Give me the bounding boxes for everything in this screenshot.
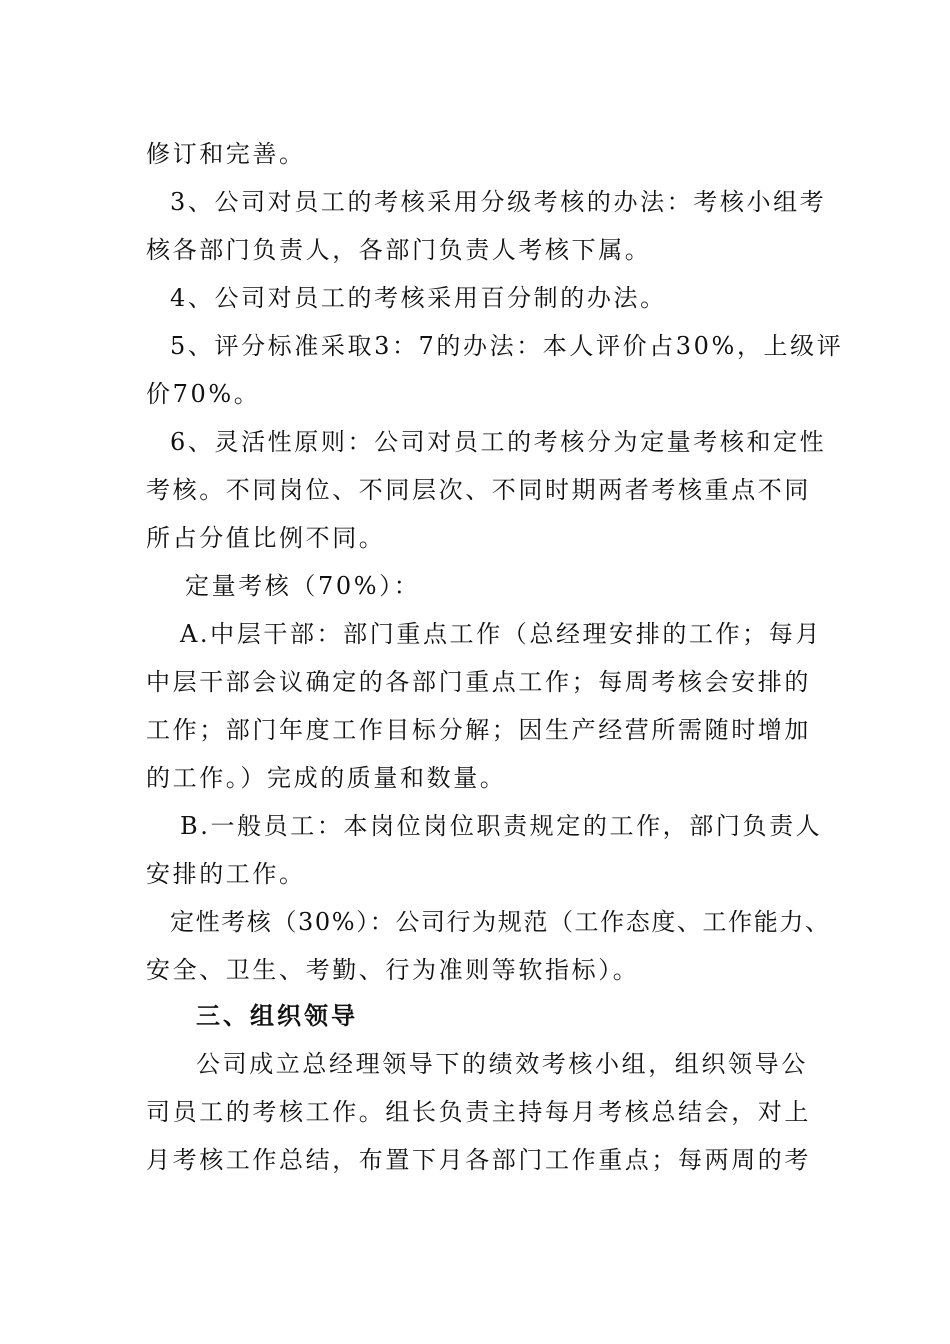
paragraph-line: 安全、卫生、考勤、行为准则等软指标）。: [146, 956, 640, 984]
paragraph-line: 安排的工作。: [146, 860, 306, 888]
paragraph-line: 核各部门负责人，各部门负责人考核下属。: [146, 236, 652, 264]
paragraph-line: 6、灵活性原则：公司对员工的考核分为定量考核和定性: [170, 428, 827, 456]
paragraph-line: 定性考核（30%）：公司行为规范（工作态度、工作能力、: [170, 908, 831, 936]
paragraph-line: 中层干部会议确定的各部门重点工作；每周考核会安排的: [146, 668, 811, 696]
paragraph-line: 修订和完善。: [146, 140, 306, 168]
paragraph-line: 价70%。: [146, 380, 261, 408]
paragraph-line: B.一般员工：本岗位岗位职责规定的工作，部门负责人: [180, 812, 823, 840]
paragraph-line: 5、评分标准采取3：7的办法：本人评价占30%，上级评: [170, 332, 844, 360]
subheading-quantitative: 定量考核（70%）：: [185, 572, 421, 600]
paragraph-line: 考核。不同岗位、不同层次、不同时期两者考核重点不同: [146, 476, 811, 504]
paragraph-line: 的工作。）完成的质量和数量。: [146, 764, 507, 792]
paragraph-line: 司员工的考核工作。组长负责主持每月考核总结会，对上: [146, 1098, 811, 1126]
section-heading: 三、组织领导: [196, 1002, 358, 1030]
paragraph-line: 4、公司对员工的考核采用百分制的办法。: [170, 284, 667, 312]
paragraph-line: A.中层干部：部门重点工作（总经理安排的工作；每月: [180, 620, 822, 648]
paragraph-line: 3、公司对员工的考核采用分级考核的办法：考核小组考: [170, 188, 827, 216]
paragraph-line: 所占分值比例不同。: [146, 524, 386, 552]
paragraph-line: 月考核工作总结，布置下月各部门工作重点；每两周的考: [146, 1146, 811, 1174]
paragraph-line: 工作；部门年度工作目标分解；因生产经营所需随时增加: [146, 716, 811, 744]
paragraph-line: 公司成立总经理领导下的绩效考核小组，组织领导公: [196, 1050, 808, 1078]
